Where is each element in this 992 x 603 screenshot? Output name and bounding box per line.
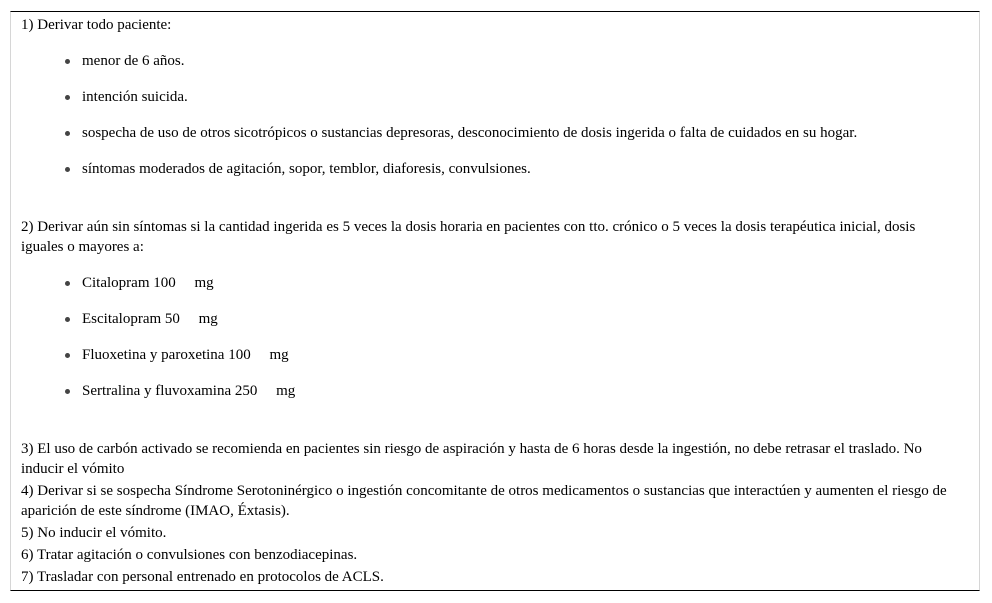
list-item: Escitalopram 50 mg [21, 309, 951, 329]
list-item: Citalopram 100 mg [21, 273, 951, 293]
protocol-cell [21, 15, 951, 587]
note-7: 7) Trasladar con personal entrenado en protocolos de ACLS. [21, 569, 384, 585]
section-1-list [21, 51, 951, 179]
list-item: Fluoxetina y paroxetina 100 mg [21, 345, 951, 365]
list-item: intención suicida. [21, 87, 951, 107]
note-3: 3) El uso de carbón activado se recomienda en pacientes sin riesgo de aspiración y hasta de 6 horas desde la ingestión, no debe retrasar el traslado. No inducir el vómito [21, 441, 922, 477]
section-2-list [21, 273, 951, 401]
list-item: Sertralina y fluvoxamina 250 mg [21, 381, 951, 401]
list-item: síntomas moderados de agitación, sopor, temblor, diaforesis, convulsiones. [21, 159, 951, 179]
protocol-table [10, 11, 980, 591]
note-4: 4) Derivar si se sospecha Síndrome Serotoninérgico o ingestión concomitante de otros medicamentos o sustancias que interactúen y aumenten el riesgo de aparición de este síndrome (IMAO, Éxtasis). [21, 483, 947, 519]
list-item: menor de 6 años. [21, 51, 951, 71]
section-1-heading: 1) Derivar todo paciente: [21, 17, 172, 33]
note-5: 5) No inducir el vómito. [21, 525, 167, 541]
note-6: 6) Tratar agitación o convulsiones con benzodiacepinas. [21, 547, 358, 563]
list-item: sospecha de uso de otros sicotrópicos o sustancias depresoras, desconocimiento de dosis ingerida o falta de cuidados en su hogar. [21, 123, 951, 143]
section-2-heading: 2) Derivar aún sin síntomas si la cantidad ingerida es 5 veces la dosis horaria en pacientes con tto. crónico o 5 veces la dosis terapéutica inicial, dosis iguales o mayores a: [21, 219, 916, 255]
